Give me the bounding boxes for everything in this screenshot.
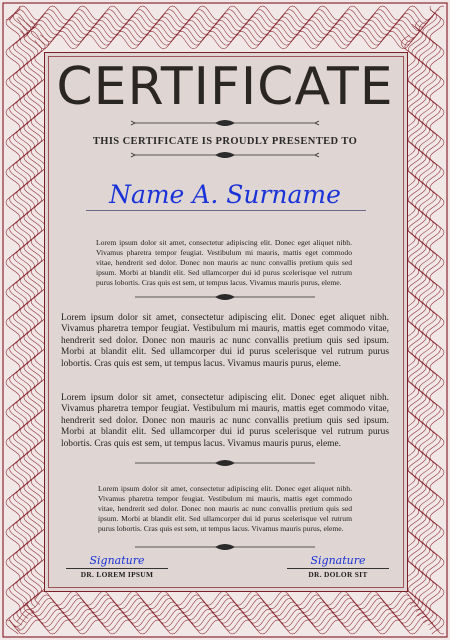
- ornament-divider: [125, 458, 325, 468]
- signature-label: DR. DOLOR SIT: [308, 570, 368, 579]
- signature-block-right: [283, 555, 393, 579]
- ornament-divider: [125, 150, 325, 160]
- signature-block-left: [62, 555, 172, 579]
- signature-script: Signature: [89, 554, 145, 567]
- name-underline: [86, 210, 366, 211]
- body-paragraph-4: Lorem ipsum dolor sit amet, consectetur adipiscing elit. Donec eget aliquet nibh. Vivamus pharetra tempor feugiat. Vestibulum mi mauris, mattis eget commodo vitae, hendrerit sed dolor. Donec non mauris ac nunc convallis pretium quis sed ipsum. Morbi at blandit elit. Sed ullamcorper dui id purus scelerisque vel rutrum purus lobortis. Cras quis est sem, ut tempus lacus. Vivamus mauris purus, eleme.: [98, 484, 352, 533]
- ornament-divider: [125, 542, 325, 552]
- signature-script: Signature: [310, 554, 366, 567]
- signature-line: [287, 568, 389, 569]
- recipient-name: Name A. Surname: [109, 180, 341, 209]
- ornament-divider: [125, 118, 325, 128]
- signature-line: [66, 568, 168, 569]
- body-paragraph-3: Lorem ipsum dolor sit amet, consectetur adipiscing elit. Donec eget aliquet nibh. Vivamus pharetra tempor feugiat. Vestibulum mi mauris, mattis eget commodo vitae, hendrerit sed dolor. Donec non mauris ac nunc convallis pretium quis sed ipsum. Morbi at blandit elit. Sed ullamcorper dui id purus scelerisque vel rutrum purus lobortis. Cras quis est sem, ut tempus lacus. Vivamus mauris purus, eleme.: [61, 393, 389, 449]
- certificate-title: CERTIFICATE: [56, 57, 394, 117]
- body-paragraph-1: Lorem ipsum dolor sit amet, consectetur adipiscing elit. Donec eget aliquet nibh. Vivamus pharetra tempor feugiat. Vestibulum mi mauris, mattis eget commodo vitae, hendrerit sed dolor. Donec non mauris ac nunc convallis pretium quis sed ipsum. Morbi at blandit elit. Sed ullamcorper dui id purus scelerisque vel rutrum purus lobortis. Cras quis est sem, ut tempus lacus. Vivamus mauris purus, eleme.: [96, 238, 352, 287]
- signature-label: DR. LOREM IPSUM: [80, 570, 154, 579]
- body-paragraph-2: Lorem ipsum dolor sit amet, consectetur adipiscing elit. Donec eget aliquet nibh. Vivamus pharetra tempor feugiat. Vestibulum mi mauris, mattis eget commodo vitae, hendrerit sed dolor. Donec non mauris ac nunc convallis pretium quis sed ipsum. Morbi at blandit elit. Sed ullamcorper dui id purus scelerisque vel rutrum purus lobortis. Cras quis est sem, ut tempus lacus. Vivamus mauris purus, eleme.: [61, 313, 389, 369]
- certificate-subtitle: THIS CERTIFICATE IS PROUDLY PRESENTED TO: [92, 136, 358, 147]
- ornament-divider: [125, 292, 325, 302]
